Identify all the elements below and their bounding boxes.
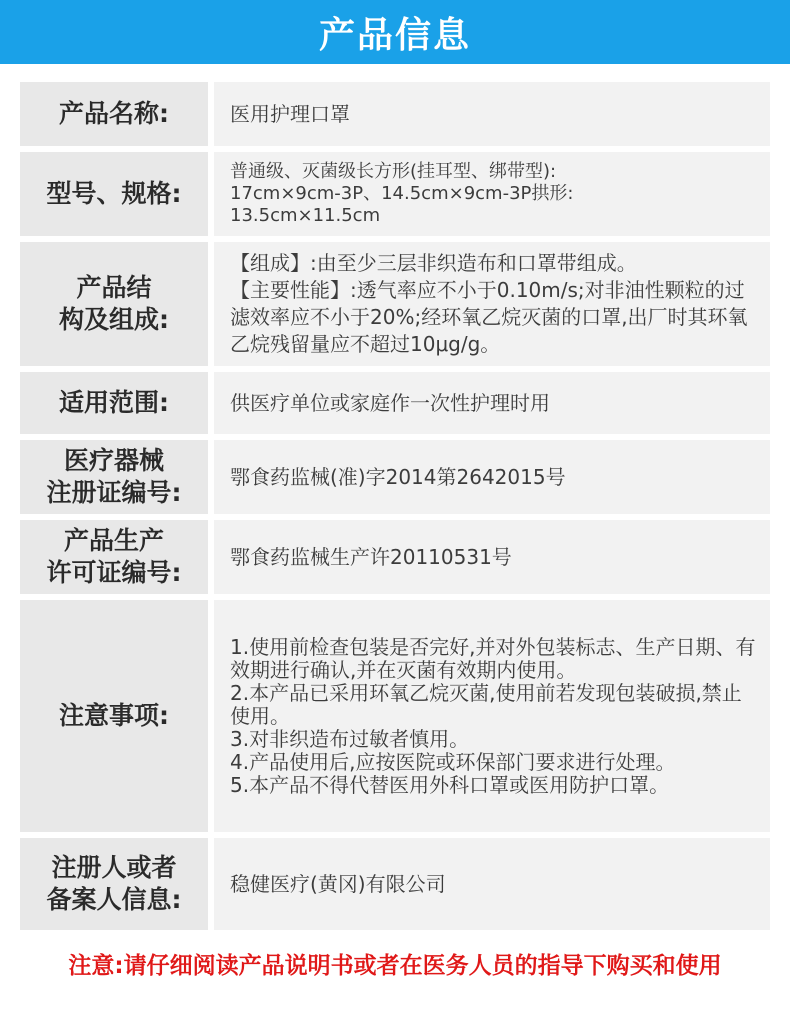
row-structure <box>20 242 770 366</box>
row-registrant <box>20 838 770 930</box>
row-value: 【组成】:由至少三层非织造布和口罩带组成。 【主要性能】:透气率应不小于0.10m/s;对非油性颗粒的过滤效率应不小于20%;经环氧乙烷灭菌的口罩,出厂时其环氧乙烷残留量应不超过10μg/g。 <box>230 251 748 356</box>
row-value: 稳健医疗(黄冈)有限公司 <box>230 872 446 896</box>
row-model-spec <box>20 152 770 236</box>
value-cell <box>214 152 770 236</box>
label-cell <box>20 82 208 146</box>
label-cell <box>20 152 208 236</box>
value-cell <box>214 242 770 366</box>
footer-warning: 注意:请仔细阅读产品说明书或者在医务人员的指导下购买和使用 <box>68 953 722 979</box>
value-cell <box>214 838 770 930</box>
page-title: 产品信息 <box>318 14 471 56</box>
row-value: 供医疗单位或家庭作一次性护理时用 <box>230 391 550 415</box>
label-cell <box>20 838 208 930</box>
label-cell <box>20 600 208 832</box>
row-value: 鄂食药监械(准)字2014第2642015号 <box>230 465 566 489</box>
row-label: 产品名称: <box>59 99 169 128</box>
row-label: 型号、规格: <box>46 179 182 208</box>
value-cell <box>214 440 770 514</box>
value-cell <box>214 82 770 146</box>
row-label: 适用范围: <box>59 388 169 417</box>
label-cell <box>20 520 208 594</box>
row-label: 产品生产 许可证编号: <box>46 526 182 587</box>
row-label: 注册人或者 备案人信息: <box>46 853 182 914</box>
row-license-number <box>20 520 770 594</box>
label-cell <box>20 372 208 434</box>
row-product-name <box>20 82 770 146</box>
row-precautions <box>20 600 770 832</box>
row-value: 普通级、灭菌级长方形(挂耳型、绑带型): 17cm×9cm-3P、14.5cm×9cm-3P拱形: 13.5cm×11.5cm <box>230 161 574 226</box>
value-cell <box>214 600 770 832</box>
label-cell <box>20 440 208 514</box>
row-value: 1.使用前检查包装是否完好,并对外包装标志、生产日期、有效期进行确认,并在灭菌有效期内使用。 2.本产品已采用环氧乙烷灭菌,使用前若发现包装破损,禁止使用。 3.对非织造布过敏者慎用。 4.产品使用后,应按医院或环保部门要求进行处理。 5.本产品不得代替医用外科口罩或医用防护口罩。 <box>230 634 756 797</box>
header-bar <box>0 0 790 64</box>
row-value: 医用护理口罩 <box>230 102 350 126</box>
row-value: 鄂食药监械生产许20110531号 <box>230 545 512 569</box>
value-cell <box>214 520 770 594</box>
row-label: 注意事项: <box>59 701 169 730</box>
row-scope <box>20 372 770 434</box>
row-label: 产品结 构及组成: <box>59 273 169 334</box>
label-cell <box>20 242 208 366</box>
row-label: 医疗器械 注册证编号: <box>46 446 182 507</box>
row-registration-number <box>20 440 770 514</box>
value-cell <box>214 372 770 434</box>
